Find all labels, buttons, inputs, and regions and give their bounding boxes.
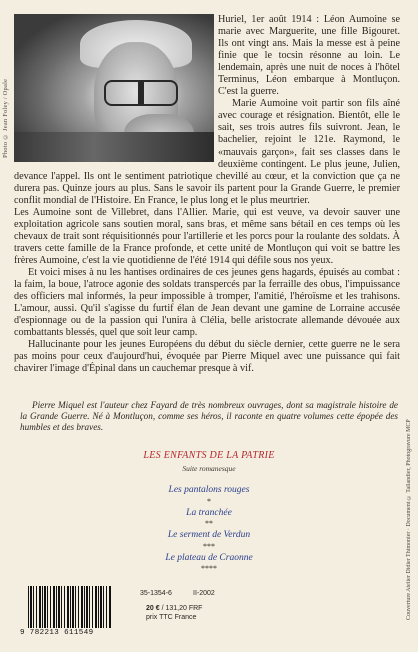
blurb-paragraph: Marie Aumoine voit partir son fils aîné avec courage et résignation. Bientôt, elle le sait, ses trois autres fils suivront. Jean, le bachelier, rejoint le 121e. Raymond, le «mauvais garçon», fait ses classes dans le deuxième contingent. Le plus jeune, Julien, devance l'appel. Ils ont le sentiment patriotique chevillé au cœur, et la conviction que ça ne durera pas. Quinze jours au plus. Sans le savoir ils partent pour la Grande Guerre, le premier conflit mondial de l'Histoire. En France, le plus long et le plus meurtrier. — [14, 98, 400, 206]
series-title: LES ENFANTS DE LA PATRIE — [143, 450, 275, 461]
price-franc: / 131,20 FRF — [159, 605, 203, 612]
volume-title: Le serment de Verdun — [167, 530, 251, 540]
price-block — [146, 604, 202, 622]
blurb-paragraph: Les Aumoine sont de Villebret, dans l'Allier. Marie, qui est veuve, va devoir sauver une exploitation agricole sans soutien moral, sans bras, et même sans bétail en ces temps où les chevaux de trait sont réquisitionnés pour l'artillerie et les porcs pour la roulante des soldats. À travers cette famille de la France profonde, et cette unité de Montluçon qui voit se battre les frères Aumoine, c'est la vie quotidienne de l'été 1914 qui défile sous nos yeux. — [14, 206, 400, 266]
volume-stars: **** — [201, 564, 217, 573]
series-subtitle: Suite romanesque — [182, 464, 236, 473]
blurb-paragraph: Et voici mises à nu les hantises ordinaires de ces jeunes gens hagards, épuisés au combat : la faim, la boue, l'atroce agonie des soldats transpercés par la ferraille des obus, l'impuissance des officiers mal informés, la peur impossible à tromper, l'amitié, l'héroïsme et les trahisons. L'amour, aussi. Qu'il s'agisse du furtif élan de Jean devant une gamine de Lorraine accusée d'espionnage ou de la passion qui l'unira à Clélia, belle aristocrate allemande dévouée aux combattants blessés, quel que soit leur camp. — [14, 266, 400, 339]
volume-list — [0, 484, 418, 574]
barcode-bars-icon — [28, 586, 112, 628]
barcode-digits: 9 782213 611549 — [20, 629, 94, 637]
barcode — [20, 586, 115, 638]
price-euro: 20 € — [146, 605, 160, 612]
photo-credit: Photo © Jean Foley / Opale — [2, 78, 9, 158]
volume-title: La tranchée — [186, 507, 232, 518]
volume-stars: ** — [205, 519, 213, 528]
author-bio: Pierre Miquel est l'auteur chez Fayard de très nombreux ouvrages, dont sa magistrale histoire de la Grande Guerre. Né à Montluçon, comme ses héros, il raconte en quatre volumes cette épopée des humbles et des braves. — [20, 400, 398, 432]
blurb-paragraph: Huriel, 1er août 1914 : Léon Aumoine se marie avec Marguerite, une fille Bigouret. Ils ont vingt ans. Mais la messe est à peine finie que le tocsin résonne au loin. Le lendemain, après une nuit de noces à l'hôtel Terminus, Léon embarque à Montluçon. C'est la guerre. — [218, 14, 400, 98]
volume-stars: *** — [203, 541, 215, 551]
isbn-code: 35-1354-6 — [140, 590, 172, 597]
volume-title: Le plateau de Craonne — [165, 552, 253, 563]
blurb-text — [14, 14, 400, 375]
cover-credit: Couverture Atelier Didier Thimonier · Document © Tallandier, Photogravure MCP — [406, 419, 412, 620]
blurb-paragraph: Hallucinante pour les jeunes Européens du début du siècle dernier, cette guerre ne le sera pas moins pour ceux d'aujourd'hui, évoquée par Pierre Miquel avec une puissance qui fait chavirer l'image d'Épinal dans un cauchemar presque à vif. — [14, 339, 400, 375]
price-note: prix TTC France — [146, 614, 197, 621]
volume-title: Les pantalons rouges — [168, 485, 250, 495]
edition-code: II-2002 — [193, 590, 215, 597]
volume-stars: * — [207, 496, 211, 506]
photo-float-spacer — [14, 14, 218, 164]
